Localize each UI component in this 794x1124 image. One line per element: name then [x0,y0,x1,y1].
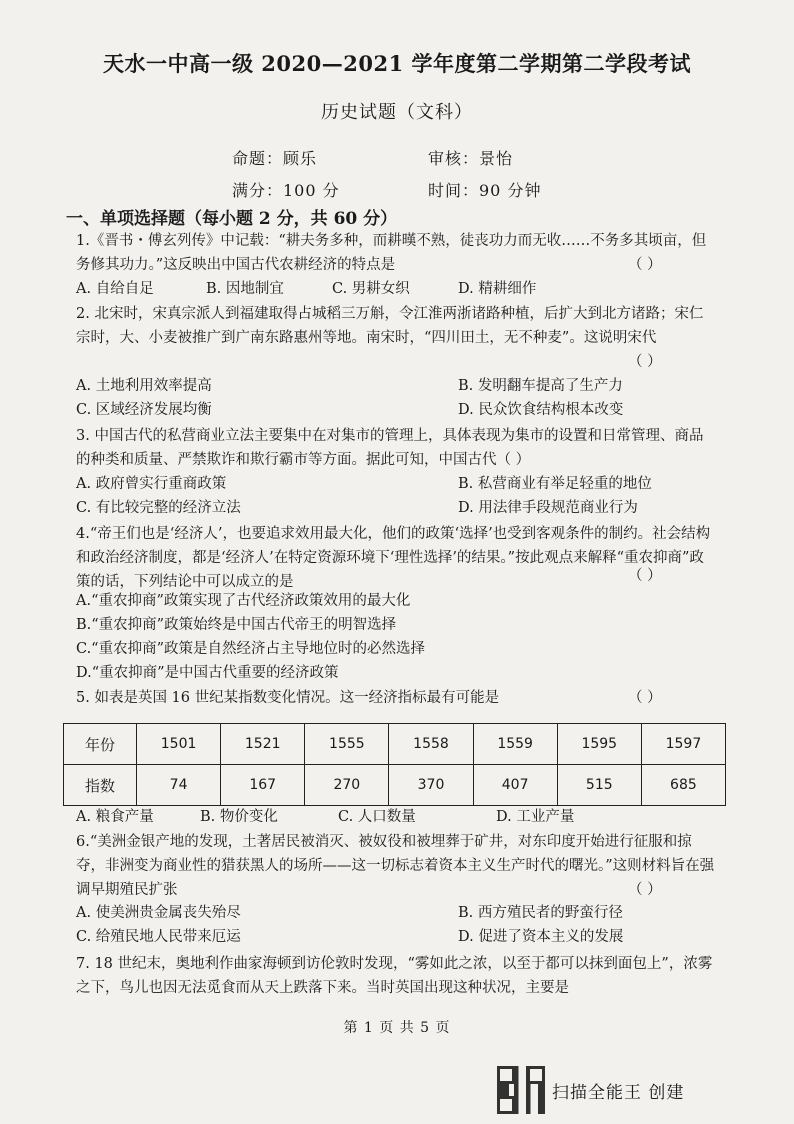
question-7-stem: 7. 18 世纪末，奥地利作曲家海顿到访伦敦时发现，“雾如此之浓，以至于都可以抹到面包上”，浓雾之下，鸟儿也因无法觅食而从天上跌落下来。当时英国出现这种状况，主要是 [76,956,713,996]
table-cell-index: 370 [389,765,473,806]
question-1-option-d: D. 精耕细作 [458,281,537,297]
scanner-watermark: 扫描全能王 创建 [552,1083,685,1103]
question-1-option-a: A. 自给自足 [76,281,154,297]
question-3-option-d: D. 用法律手段规范商业行为 [458,500,638,516]
question-5-option-a: A. 粮食产量 [76,809,154,825]
table-row-years [64,724,726,765]
question-6-option-b: B. 西方殖民者的野蛮行径 [458,905,623,921]
table-cell-year: 1559 [473,724,557,765]
table-cell-year: 1521 [221,724,305,765]
question-3-stem: 3. 中国古代的私营商业立法主要集中在对集市的管理上，具体表现为集市的设置和日常管理、商品的种类和质量、严禁欺诈和欺行霸市等方面。据此可知，中国古代（ ） [76,428,704,468]
question-6-answer-paren: （ ） [628,882,662,898]
table-header-year: 年份 [64,724,137,765]
table-cell-year: 1595 [557,724,641,765]
qr-code-icon [497,1066,545,1114]
question-2-answer-paren: （ ） [628,354,662,370]
table-cell-year: 1501 [137,724,221,765]
question-2-option-c: C. 区域经济发展均衡 [76,402,212,418]
time-label: 时间：90 分钟 [428,181,542,200]
table-header-index: 指数 [64,765,137,806]
reviewer-label: 审核：景怡 [428,149,514,168]
question-4-stem: 4.“帝王们也是‘经济人’，也要追求效用最大化，他们的政策‘选择’也受到客观条件的制约。社会结构和政治经济制度，都是‘经济人’在特定资源环境下‘理性选择’的结果。”按此观点来解释“重农抑商”政策的话，下列结论中可以成立的是 [76,526,711,590]
question-1-option-b: B. 因地制宜 [206,281,284,297]
question-6-stem: 6.“美洲金银产地的发现，土著居民被消灭、被奴役和被埋葬于矿井，对东印度开始进行征服和掠夺，非洲变为商业性的猎获黑人的场所——这一切标志着资本主义生产时代的曙光。”这则材料旨在强调早期殖民扩张 [76,834,715,898]
question-5-answer-paren: （ ） [628,690,662,706]
question-3-option-c: C. 有比较完整的经济立法 [76,500,241,516]
qr-finder-pattern [527,1066,545,1084]
page-footer: 第 1 页 共 5 页 [343,1020,451,1036]
question-1-option-c: C. 男耕女织 [332,281,410,297]
table-cell-year: 1558 [389,724,473,765]
question-4-option-c: C.“重农抑商”政策是自然经济占主导地位时的必然选择 [76,641,426,657]
table-cell-index: 407 [473,765,557,806]
question-6-option-d: D. 促进了资本主义的发展 [458,929,624,945]
question-5-option-d: D. 工业产量 [496,809,575,825]
question-4-option-b: B.“重农抑商”政策始终是中国古代帝王的明智选择 [76,617,397,633]
table-cell-index: 270 [305,765,389,806]
score-label: 满分：100 分 [232,181,340,200]
question-5-stem: 5. 如表是英国 16 世纪某指数变化情况。这一经济指标最有可能是 [76,690,500,706]
section-heading: 一、单项选择题（每小题 2 分，共 60 分） [66,209,398,229]
question-6-option-c: C. 给殖民地人民带来厄运 [76,929,241,945]
table-row-index [64,765,726,806]
table-cell-year: 1555 [305,724,389,765]
table-cell-index: 167 [221,765,305,806]
question-4-answer-paren: （ ） [628,568,662,584]
author-label: 命题：顾乐 [232,149,318,168]
table-cell-year: 1597 [641,724,725,765]
question-2-option-b: B. 发明翻车提高了生产力 [458,378,623,394]
qr-finder-pattern [497,1096,515,1114]
question-3-option-a: A. 政府曾实行重商政策 [76,476,227,492]
question-5-option-c: C. 人口数量 [338,809,416,825]
table-cell-index: 685 [641,765,725,806]
qr-finder-pattern [497,1066,515,1084]
table-cell-index: 74 [137,765,221,806]
question-4-option-a: A.“重农抑商”政策实现了古代经济政策效用的最大化 [76,593,411,609]
question-6-option-a: A. 使美洲贵金属丧失殆尽 [76,905,241,921]
question-2-option-d: D. 民众饮食结构根本改变 [458,402,624,418]
question-1-stem: 1.《晋书・傅玄列传》中记载：“耕夫务多种，而耕暵不熟，徒丧功力而无收……不务多其顷亩，但务修其功力。”这反映出中国古代农耕经济的特点是 [76,233,707,273]
exam-subtitle: 历史试题（文科） [321,102,473,123]
question-4-option-d: D.“重农抑商”是中国古代重要的经济政策 [76,665,339,681]
table-cell-index: 515 [557,765,641,806]
exam-title: 天水一中高一级 2020—2021 学年度第二学期第二学段考试 [102,51,691,76]
question-2-option-a: A. 土地利用效率提高 [76,378,212,394]
question-1-answer-paren: （ ） [628,257,662,273]
index-table [63,723,726,806]
question-3-option-b: B. 私营商业有举足轻重的地位 [458,476,652,492]
question-5-option-b: B. 物价变化 [200,809,278,825]
question-2-stem: 2. 北宋时，宋真宗派人到福建取得占城稻三万斛，令江淮两浙诸路种植，后扩大到北方诸路；宋仁宗时，大、小麦被推广到广南东路惠州等地。南宋时，“四川田土，无不种麦”。这说明宋代 [76,306,704,346]
